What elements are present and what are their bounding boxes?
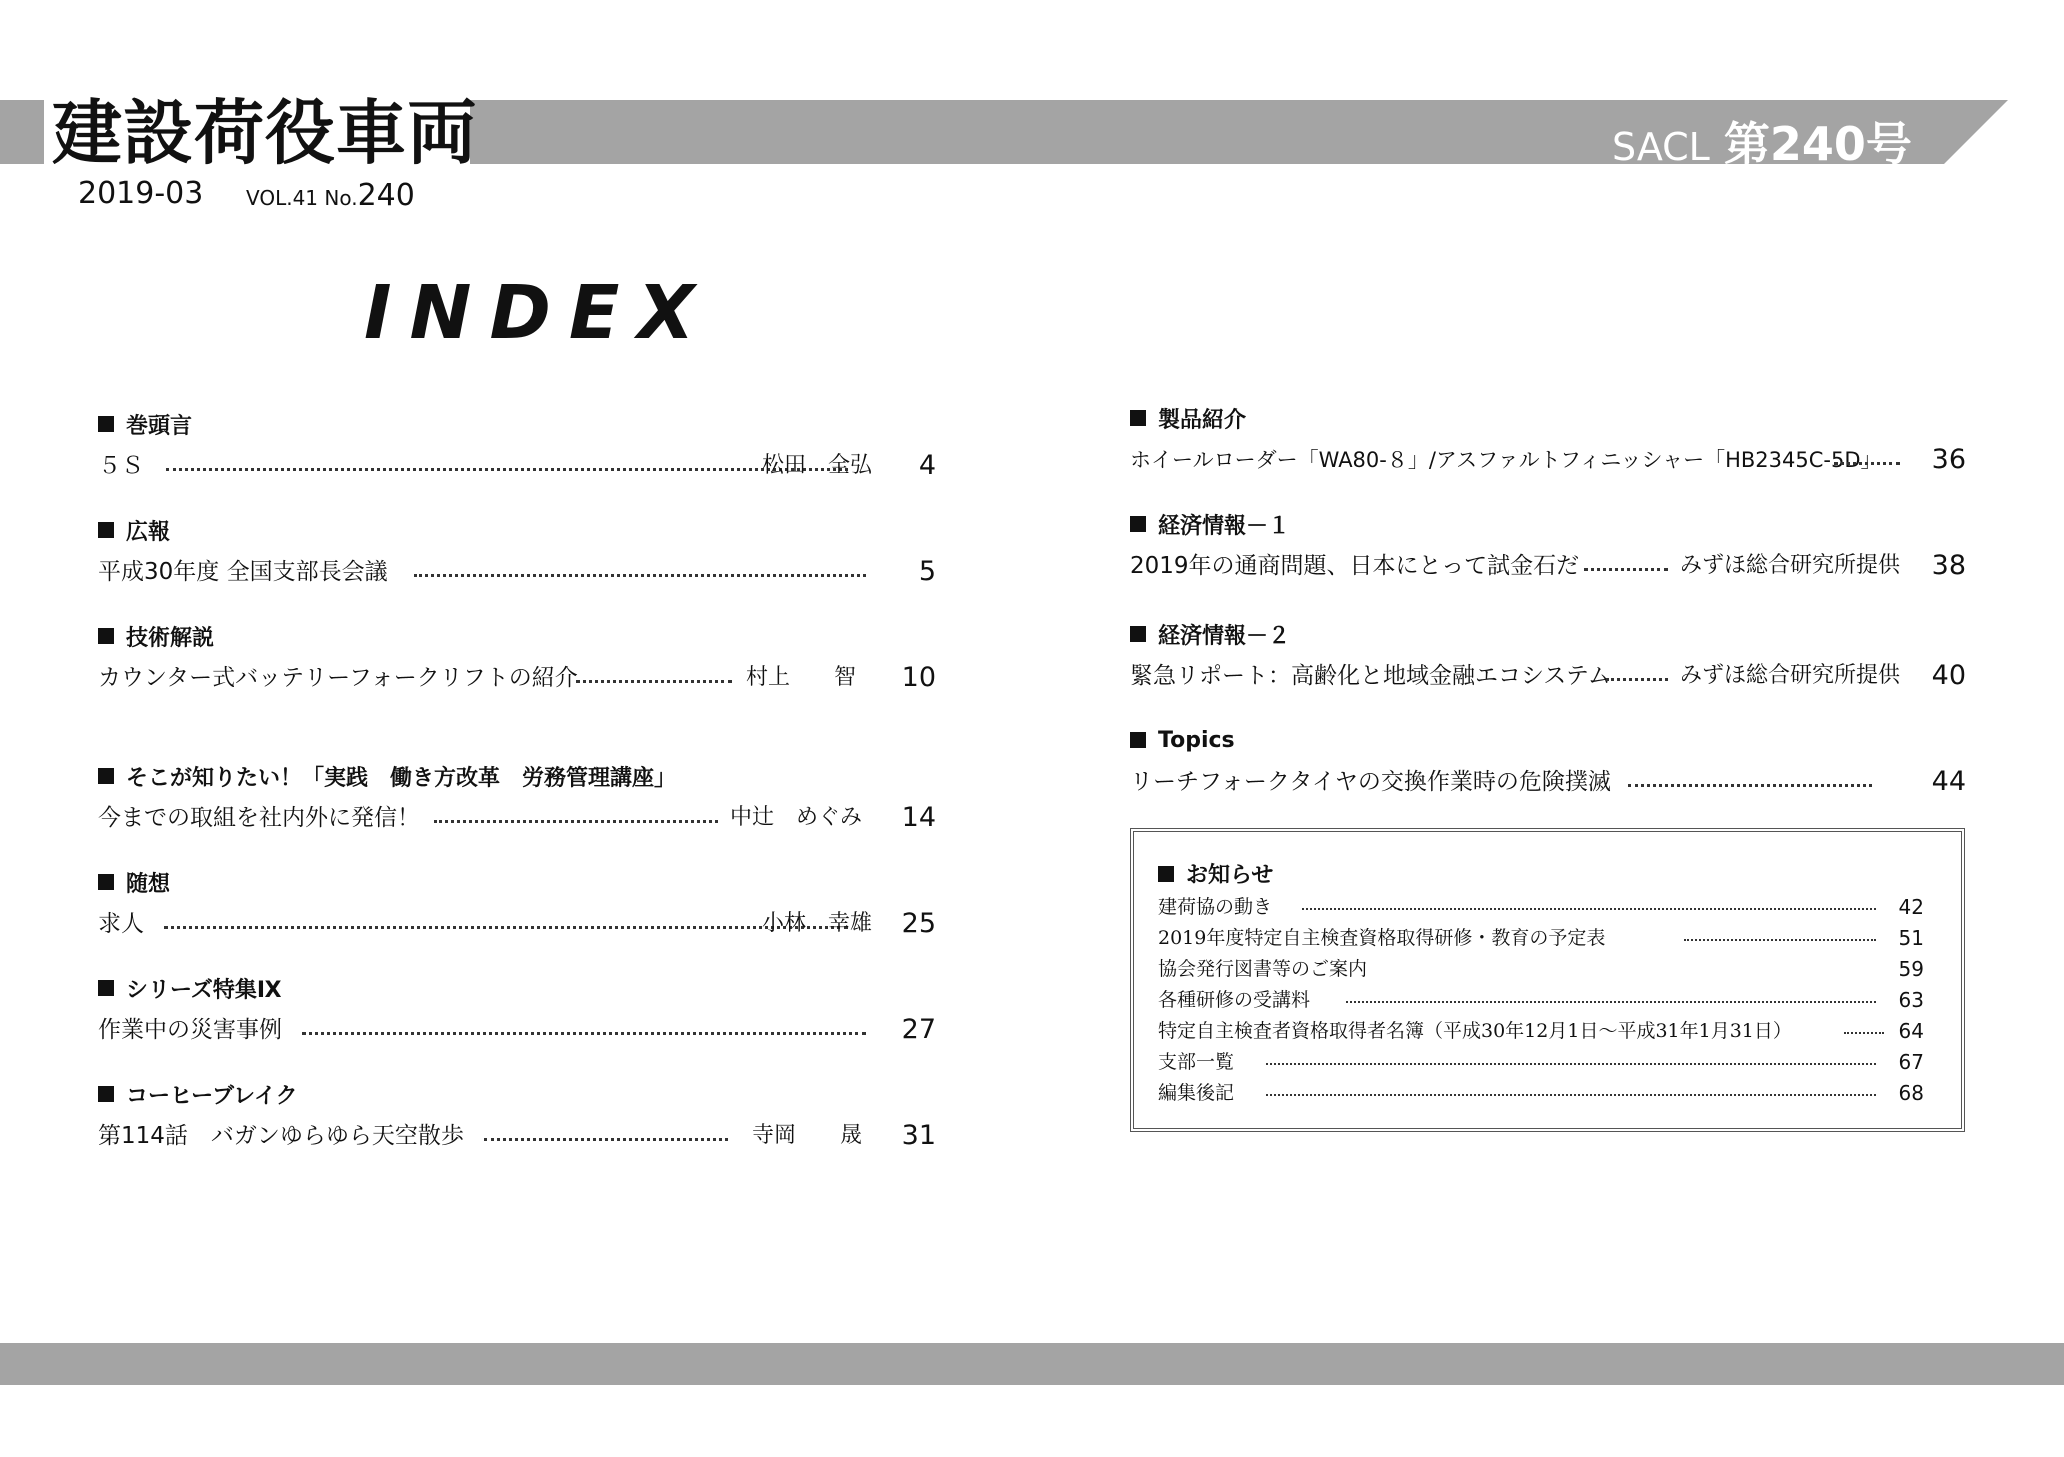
entry-title: 第114話 バガンゆらゆら天空散歩: [98, 1123, 464, 1149]
square-bullet-icon: [98, 628, 114, 644]
entry-title: 作業中の災害事例: [98, 1017, 282, 1043]
page-number: 38: [1931, 550, 1966, 581]
notice-item-title: 協会発行図書等のご案内: [1158, 958, 1368, 980]
entry-title: ホイールローダー「WA80-８」/アスファルトフィニッシャー「HB2345C-5D」: [1130, 448, 1882, 472]
notice-item-title: 編集後記: [1158, 1082, 1235, 1104]
page-number: 5: [918, 556, 936, 587]
square-bullet-icon: [98, 980, 114, 996]
notice-page-number: 63: [1898, 988, 1924, 1012]
page-number: 31: [901, 1120, 936, 1151]
notice-page-number: 64: [1898, 1019, 1924, 1043]
notice-page-number: 51: [1898, 926, 1924, 950]
dot-leader: [1628, 784, 1872, 787]
square-bullet-icon: [1158, 866, 1174, 882]
notice-item[interactable]: [1158, 1078, 1924, 1108]
notice-page-number: 67: [1898, 1050, 1924, 1074]
notice-item-title: 支部一覧: [1158, 1051, 1235, 1073]
toc-entry[interactable]: [98, 448, 936, 484]
toc-entry[interactable]: [1130, 764, 1966, 800]
toc-entry[interactable]: [1130, 658, 1966, 694]
square-bullet-icon: [98, 768, 114, 784]
notice-item[interactable]: [1158, 923, 1924, 953]
dot-leader: [164, 926, 848, 929]
entry-title: リーチフォークタイヤの交換作業時の危険撲滅: [1130, 769, 1611, 795]
notice-item-title: 各種研修の受講料: [1158, 989, 1311, 1011]
toc-section: [98, 760, 936, 836]
page-number: 36: [1931, 444, 1966, 475]
entry-title: 平成30年度 全国支部長会議: [98, 559, 388, 585]
toc-section: [1130, 402, 1966, 478]
toc-entry[interactable]: [1130, 442, 1966, 478]
square-bullet-icon: [98, 416, 114, 432]
issue-date: 2019-03: [78, 176, 204, 211]
page-number: 10: [901, 662, 936, 693]
page-number: 40: [1931, 660, 1966, 691]
square-bullet-icon: [98, 1086, 114, 1102]
entry-author: みずほ総合研究所提供: [1680, 663, 1901, 688]
notice-item[interactable]: [1158, 892, 1924, 922]
entry-author: 小林 幸雄: [762, 911, 873, 936]
section-heading: 巻頭言: [98, 408, 936, 440]
dot-leader: [414, 574, 866, 577]
toc-section: [98, 866, 936, 942]
dot-leader: [1606, 678, 1668, 681]
notice-page-number: 59: [1898, 957, 1924, 981]
dot-leader: [1266, 1063, 1876, 1065]
dot-leader: [1834, 462, 1900, 465]
entry-title: 今までの取組を社内外に発信！: [98, 805, 420, 831]
entry-title: ５Ｓ: [98, 453, 144, 479]
dot-leader: [576, 680, 732, 683]
page-number: 27: [901, 1014, 936, 1045]
page-number: 4: [918, 450, 936, 481]
section-heading: 経済情報－２: [1130, 618, 1966, 650]
page-number: 25: [901, 908, 936, 939]
entry-author: 松田 全弘: [762, 453, 873, 478]
index-title: INDEX: [364, 270, 713, 356]
dot-leader: [1266, 1094, 1876, 1096]
toc-section: [98, 514, 936, 590]
entry-title: カウンター式バッテリーフォークリフトの紹介: [98, 665, 578, 691]
notice-item[interactable]: [1158, 1016, 1924, 1046]
dot-leader: [484, 1138, 728, 1141]
section-heading: そこが知りたい！「実践 働き方改革 労務管理講座」: [98, 760, 936, 792]
notice-page-number: 42: [1898, 895, 1924, 919]
toc-section: [98, 408, 936, 484]
toc-entry[interactable]: [98, 1012, 936, 1048]
issue-label: SACL: [1612, 125, 1710, 169]
page-number: 44: [1931, 766, 1966, 797]
notice-item-title: 建荷協の動き: [1158, 896, 1273, 918]
section-heading: 技術解説: [98, 620, 936, 652]
square-bullet-icon: [98, 522, 114, 538]
volume-prefix: VOL.41 No.: [246, 186, 358, 210]
notice-item[interactable]: [1158, 985, 1924, 1015]
section-heading: シリーズ特集Ⅸ: [98, 972, 936, 1004]
dot-leader: [434, 820, 718, 823]
notice-box: [1130, 828, 1965, 1132]
toc-entry[interactable]: [98, 660, 936, 696]
entry-title: 求人: [98, 911, 144, 937]
section-heading: 製品紹介: [1130, 402, 1966, 434]
notice-item[interactable]: [1158, 954, 1924, 984]
footer-band: [0, 1343, 2064, 1385]
dot-leader: [1584, 568, 1668, 571]
toc-section: [1130, 618, 1966, 694]
volume-info: [246, 178, 415, 213]
square-bullet-icon: [1130, 410, 1146, 426]
toc-section: [1130, 724, 1966, 800]
toc-entry[interactable]: [98, 800, 936, 836]
entry-author: 村上 智: [746, 665, 857, 690]
dot-leader: [1302, 908, 1876, 910]
issue-number: 第240号: [1723, 117, 1912, 171]
issue-badge: [1612, 108, 1912, 171]
toc-section: [98, 1078, 936, 1154]
toc-section: [1130, 508, 1966, 584]
toc-section: [98, 620, 936, 696]
dot-leader: [302, 1032, 866, 1035]
notice-item[interactable]: [1158, 1047, 1924, 1077]
toc-entry[interactable]: [1130, 548, 1966, 584]
page-number: 14: [901, 802, 936, 833]
section-heading: 広報: [98, 514, 936, 546]
section-heading: コーヒーブレイク: [98, 1078, 936, 1110]
section-heading: Topics: [1130, 724, 1966, 756]
square-bullet-icon: [1130, 626, 1146, 642]
section-heading: 経済情報－１: [1130, 508, 1966, 540]
toc-entry[interactable]: [98, 906, 936, 942]
square-bullet-icon: [98, 874, 114, 890]
volume-number: 240: [357, 178, 415, 213]
section-heading: 随想: [98, 866, 936, 898]
magazine-title: 建設荷役車両: [52, 92, 478, 174]
entry-author: 寺岡 晟: [752, 1123, 863, 1148]
toc-entry[interactable]: [98, 1118, 936, 1154]
dot-leader: [1346, 1001, 1876, 1003]
notice-item-title: 特定自主検査者資格取得者名簿（平成30年12月1日～平成31年1月31日）: [1158, 1020, 1792, 1042]
notice-page-number: 68: [1898, 1081, 1924, 1105]
square-bullet-icon: [1130, 732, 1146, 748]
notice-item-title: 2019年度特定自主検査資格取得研修・教育の予定表: [1158, 927, 1606, 949]
square-bullet-icon: [1130, 516, 1146, 532]
toc-section: [98, 972, 936, 1048]
dot-leader: [1844, 1032, 1884, 1034]
dot-leader: [1684, 939, 1876, 941]
dot-leader: [166, 468, 848, 471]
notice-heading: お知らせ: [1158, 858, 1273, 889]
entry-title: 2019年の通商問題、日本にとって試金石だ: [1130, 553, 1580, 579]
toc-entry[interactable]: [98, 554, 936, 590]
entry-title: 緊急リポート：高齢化と地域金融エコシステム: [1130, 663, 1611, 689]
entry-author: みずほ総合研究所提供: [1680, 553, 1901, 578]
entry-author: 中辻 めぐみ: [730, 805, 863, 830]
